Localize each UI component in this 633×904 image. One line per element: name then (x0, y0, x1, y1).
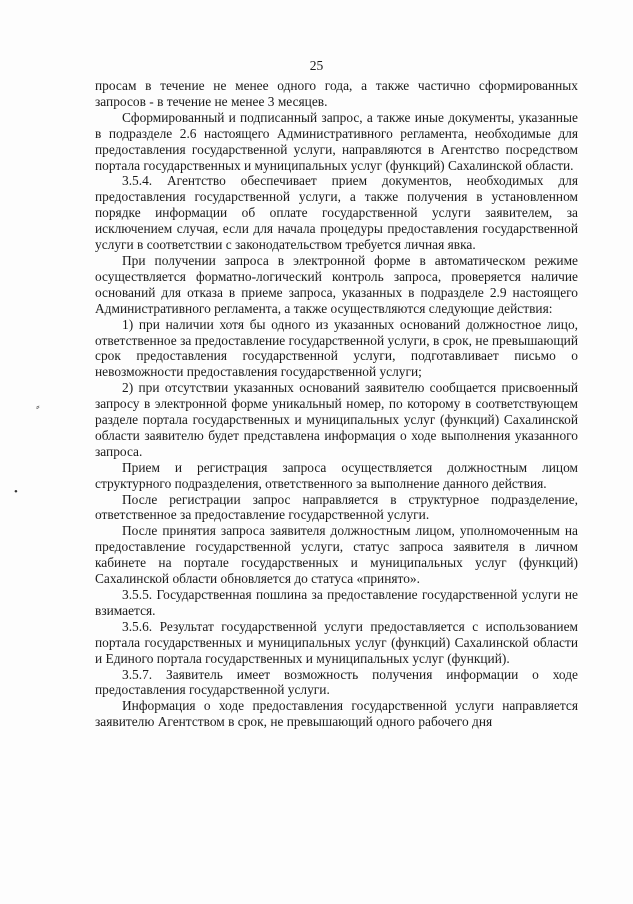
page-number: 25 (309, 58, 324, 73)
paragraph-electronic-request: При получении запроса в электронной форме в автоматическом режиме осуществляется форматно-логический контроль запроса, проверяется наличие оснований для отказа в приеме запроса, указанных в подразделе 2.9 настоящего Административного регламента, а также осуществляются следующие действия: (95, 252, 578, 316)
paragraph-status-update: После принятия запроса заявителя должностным лицом, уполномоченным на предоставление государственной услуги, статус запроса заявителя в личном кабинете на портале государственных и муниципальных услуг (функций) Сахалинской области обновляется до статуса «принято». (95, 523, 578, 587)
paragraph-3-5-4: 3.5.4. Агентство обеспечивает прием документов, необходимых для предоставления государственной услуги, а также получения в установленном порядке информации об оплате государственной услуги заявителем, за исключением случая, если для начала процедуры предоставления государственной услуги в соответствии с законодательством требуется личная явка. (95, 173, 578, 253)
paragraph-continuation: просам в течение не менее одного года, а также частично сформированных запросов - в течение не менее 3 месяцев. (95, 78, 578, 109)
document-body (95, 78, 578, 730)
paragraph-after-registration: После регистрации запрос направляется в структурное подразделение, ответственное за предоставление государственной услуги. (95, 491, 578, 523)
paragraph-registration: Прием и регистрация запроса осуществляется должностным лицом структурного подразделения, ответственного за выполнение данного действия. (95, 459, 578, 491)
paragraph-3-5-5: 3.5.5. Государственная пошлина за предоставление государственной услуги не взимается. (95, 587, 578, 618)
paragraph-progress-info: Информация о ходе предоставления государственной услуги направляется заявителю Агентством в срок, не превышающий одного рабочего дня (95, 698, 578, 730)
paragraph-item-1: 1) при наличии хотя бы одного из указанных оснований должностное лицо, ответственное за предоставление государственной услуги, в срок, не превышающий срок предоставления государственной услуги, подготавливает письмо о невозможности предоставления государственной услуги; (95, 316, 578, 380)
paragraph-signed-request: Сформированный и подписанный запрос, а также иные документы, указанные в подразделе 2.6 настоящего Административного регламента, необходимые для предоставления государственной услуги, направляются в Агентство посредством портала государственных и муниципальных услуг (функций) Сахалинской области. (95, 109, 578, 173)
paragraph-3-5-6: 3.5.6. Результат государственной услуги предоставляется с использованием портала государственных и муниципальных услуг (функций) Сахалинской области и Единого портала государственных и муниципальных услуг (функций). (95, 618, 578, 666)
paragraph-item-2: 2) при отсутствии указанных оснований заявителю сообщается присвоенный запросу в электронной форме уникальный номер, по которому в соответствующем разделе портала государственных и муниципальных услуг (функций) Сахалинской области заявителю будет представлена информация о ходе выполнения указанного запроса. (95, 380, 578, 459)
scan-speck: • (14, 486, 18, 498)
scan-speck: ⸗ (36, 401, 40, 413)
paragraph-3-5-7: 3.5.7. Заявитель имеет возможность получения информации о ходе предоставления государственной услуги. (95, 666, 578, 698)
